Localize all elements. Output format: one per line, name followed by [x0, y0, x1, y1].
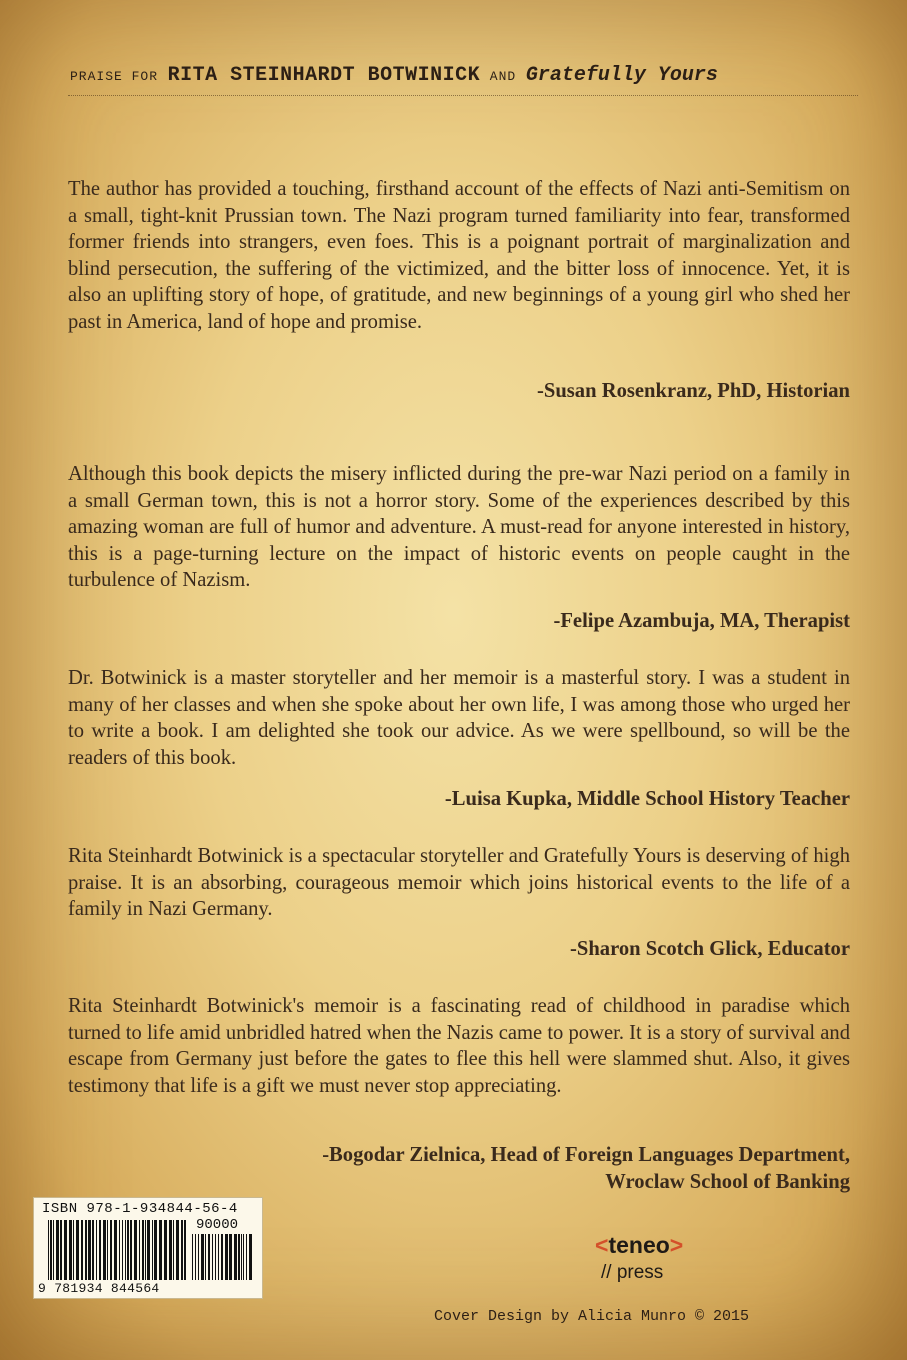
- barcode-bar: [241, 1234, 242, 1280]
- barcode-bar: [64, 1220, 67, 1280]
- barcode-bar: [176, 1220, 179, 1280]
- barcode-bar: [205, 1234, 206, 1280]
- barcode-bar: [154, 1220, 157, 1280]
- barcode-bar: [81, 1220, 83, 1280]
- barcode-bar: [92, 1220, 94, 1280]
- addon-barcode-bars: [192, 1234, 254, 1280]
- barcode-bar: [125, 1220, 126, 1280]
- price-code: 90000: [196, 1217, 239, 1233]
- barcode-bar: [198, 1234, 199, 1280]
- barcode-bar: [114, 1220, 117, 1280]
- barcode-bar: [107, 1220, 108, 1280]
- barcode-bar: [130, 1220, 132, 1280]
- barcode-bar: [215, 1234, 216, 1280]
- barcode-bar: [212, 1234, 213, 1280]
- barcode-bar: [238, 1234, 240, 1280]
- review-attribution: -Felipe Azambuja, MA, Therapist: [553, 610, 850, 632]
- barcode-bar: [53, 1220, 54, 1280]
- review-attribution: -Sharon Scotch Glick, Educator: [570, 938, 850, 960]
- barcode-bar: [243, 1234, 244, 1280]
- publisher-name: teneo: [608, 1232, 670, 1258]
- barcode-bar: [221, 1234, 223, 1280]
- barcode-bar: [218, 1234, 219, 1280]
- barcode-bar: [122, 1220, 123, 1280]
- cover-design-credit: Cover Design by Alicia Munro © 2015: [434, 1308, 750, 1325]
- publisher-logo: [595, 1232, 745, 1283]
- logo-bracket-left: <: [595, 1232, 609, 1258]
- barcode-bar: [246, 1234, 247, 1280]
- barcode-bar: [56, 1220, 59, 1280]
- book-title: Gratefully Yours: [525, 64, 718, 87]
- header-divider: [68, 95, 858, 96]
- barcode-bar: [164, 1220, 167, 1280]
- barcode-bar: [225, 1234, 228, 1280]
- review-attribution: -Bogodar Zielnica, Head of Foreign Languages Department,: [322, 1144, 850, 1166]
- praise-header: [70, 64, 860, 87]
- review-text: Rita Steinhardt Botwinick's memoir is a fascinating read of childhood in paradise which turned to life amid unbridled hatred when the Nazis came to power. It is a story of survival and escape from Germany just before the gates to flee this hell were slammed shut. Also, it gives testimony that life is a gift we must never stop appreciating.: [68, 995, 850, 1097]
- barcode-bar: [229, 1234, 232, 1280]
- barcode-bar: [142, 1220, 144, 1280]
- ean-digits: 9 781934 844564: [38, 1281, 160, 1296]
- barcode-bar: [103, 1220, 106, 1280]
- barcode-bar: [50, 1220, 52, 1280]
- barcode-bars: [48, 1220, 188, 1280]
- barcode-bar: [173, 1220, 174, 1280]
- barcode-bar: [201, 1234, 204, 1280]
- barcode-bar: [169, 1220, 172, 1280]
- and-label: AND: [489, 69, 517, 84]
- barcode-bar: [85, 1220, 87, 1280]
- barcode-bar: [73, 1220, 74, 1280]
- barcode-bar: [159, 1220, 162, 1280]
- barcode-bar: [192, 1234, 193, 1280]
- barcode-bar: [234, 1234, 237, 1280]
- review-attribution: -Susan Rosenkranz, PhD, Historian: [537, 380, 850, 402]
- barcode-bar: [99, 1220, 101, 1280]
- review-text: The author has provided a touching, firsthand account of the effects of Nazi anti-Semitism on a small, tight-knit Prussian town. The Nazi program turned familiarity into fear, transformed former friends into strangers, even foes. This is a poignant portrait of marginalization and blind persecution, the suffering of the victimized, and the bitter loss of innocence. Yet, it is also an uplifting story of hope, of gratitude, and new beginnings of a young girl who shed her past in America, land of hope and promise.: [68, 178, 850, 333]
- review-attribution-affiliation: Wroclaw School of Banking: [605, 1171, 850, 1193]
- logo-bracket-right: >: [669, 1232, 684, 1258]
- barcode-bar: [127, 1220, 129, 1280]
- barcode-bar: [184, 1220, 186, 1280]
- barcode-bar: [96, 1220, 97, 1280]
- praise-for-label: PRAISE FOR: [70, 69, 159, 84]
- isbn-barcode: [33, 1197, 263, 1299]
- barcode-bar: [119, 1220, 120, 1280]
- barcode-bar: [76, 1220, 79, 1280]
- review-text: Although this book depicts the misery inflicted during the pre-war Nazi period on a family in a small German town, this is not a horror story. Some of the experiences described by this amazing woman are full of humor and adventure. A must-read for anyone interested in history, this is a page-turning lecture on the impact of historic events on people caught in the turbulence of Nazism.: [68, 463, 850, 591]
- review-text: Dr. Botwinick is a master storyteller and her memoir is a masterful story. I was a student in many of her classes and when she spoke about her own life, I was among those who urged her to write a book. I am delighted she took our advice. As we were spellbound, so will be the readers of this book.: [68, 667, 850, 769]
- barcode-bar: [152, 1220, 153, 1280]
- review-attribution: -Luisa Kupka, Middle School History Teacher: [444, 788, 850, 810]
- barcode-bar: [139, 1220, 140, 1280]
- barcode-bar: [249, 1234, 252, 1280]
- barcode-bar: [88, 1220, 91, 1280]
- barcode-bar: [181, 1220, 183, 1280]
- barcode-bar: [110, 1220, 112, 1280]
- publisher-press-label: // press: [601, 1262, 664, 1283]
- barcode-bar: [145, 1220, 146, 1280]
- barcode-bar: [208, 1234, 210, 1280]
- barcode-bar: [147, 1220, 150, 1280]
- barcode-bar: [69, 1220, 72, 1280]
- barcode-bar: [60, 1220, 62, 1280]
- barcode-bar: [48, 1220, 49, 1280]
- review-text: Rita Steinhardt Botwinick is a spectacular storyteller and Gratefully Yours is deserving of high praise. It is an absorbing, courageous memoir which joins historical events to the life of a family in Nazi Germany.: [68, 845, 850, 920]
- isbn-number: ISBN 978-1-934844-56-4: [42, 1201, 238, 1217]
- barcode-bar: [134, 1220, 137, 1280]
- barcode-bar: [195, 1234, 196, 1280]
- author-name: RITA STEINHARDT BOTWINICK: [167, 64, 481, 87]
